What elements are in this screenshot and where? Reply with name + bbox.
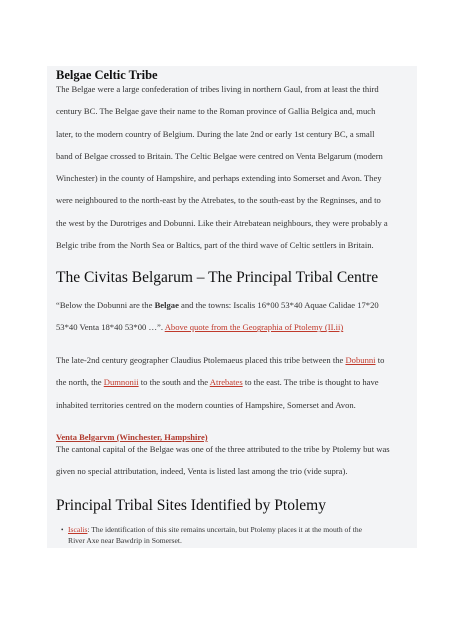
paragraph-text: inhabited territories centred on the modern counties of Hampshire, Somerset and Avon. (56, 399, 356, 410)
ptolemy-paragraph (56, 349, 418, 416)
sites-list (61, 525, 418, 546)
intro-line: The Belgae were a large confederation of tribes living in northern Gaul, from at least the third (56, 84, 379, 94)
quote-bold: Belgae (154, 300, 179, 310)
venta-paragraph (56, 438, 418, 483)
quote-text: 53*40 Venta 18*40 53*00 …”. (56, 322, 165, 333)
paragraph-text: the north, the (56, 377, 104, 388)
section-heading-sites: Principal Tribal Sites Identified by Ptolemy (56, 497, 326, 514)
quote-text: and the towns: Iscalis 16*00 53*40 Aquae Calidae 17*20 (178, 300, 379, 310)
paragraph-text: The cantonal capital of the Belgae was one of the three attributed to the tribe by Ptolemy but was (56, 444, 390, 454)
paragraph-text: to the south and the (138, 377, 210, 388)
bullet-icon: • (61, 526, 64, 534)
atrebates-link[interactable]: Atrebates (209, 377, 243, 388)
intro-paragraph (56, 78, 418, 256)
list-item-text: : The identification of this site remains uncertain, but Ptolemy places it at the mouth of the (87, 525, 363, 534)
intro-line: later, to the modern country of Belgium. During the late 2nd or early 1st century BC, a small (56, 128, 375, 139)
list-item (61, 525, 418, 546)
quote-paragraph (56, 294, 418, 339)
venta-belgarum-heading-link[interactable]: Venta Belgarvm (Winchester, Hampshire) (56, 432, 208, 442)
quote-text: “Below the Dobunni are the (56, 300, 155, 310)
paragraph-text: The late-2nd century geographer Claudius Ptolemaeus placed this tribe between the (56, 355, 346, 365)
paragraph-text: given no special attributation, indeed, Venta is listed last among the trio (vide supra). (56, 466, 348, 477)
intro-line: Belgic tribe from the North Sea or Baltics, part of the third wave of Celtic settlers in Britain. (56, 240, 374, 251)
intro-line: Winchester) in the county of Hampshire, and perhaps extending into Somerset and Avon. They (56, 173, 382, 184)
dumnonii-link[interactable]: Dumnonii (103, 377, 139, 388)
ptolemy-quote-link[interactable]: Above quote from the Geographia of Ptolemy (II.ii) (164, 322, 344, 333)
intro-line: were neighboured to the north-east by the Atrebates, to the south-east by the Regninses, and to (56, 195, 381, 206)
list-item-text: River Axe near Bawdrip in Somerset. (68, 535, 182, 545)
intro-line: the west by the Durotriges and Dobunni. Like their Atrebatean neighbours, they were probably a (56, 217, 388, 228)
iscalis-link[interactable]: Iscalis (68, 525, 88, 534)
page-title: Belgae Celtic Tribe (56, 68, 158, 82)
dobunni-link[interactable]: Dobunni (345, 355, 376, 365)
section-heading-civitas: The Civitas Belgarum – The Principal Tribal Centre (56, 269, 379, 286)
paragraph-text: to (375, 355, 385, 365)
intro-line: band of Belgae crossed to Britain. The Celtic Belgae were centred on Venta Belgarum (modern (56, 150, 383, 161)
intro-line: century BC. The Belgae gave their name to the Roman province of Gallia Belgica and, much (56, 106, 376, 117)
paragraph-text: to the east. The tribe is thought to have (242, 377, 379, 388)
